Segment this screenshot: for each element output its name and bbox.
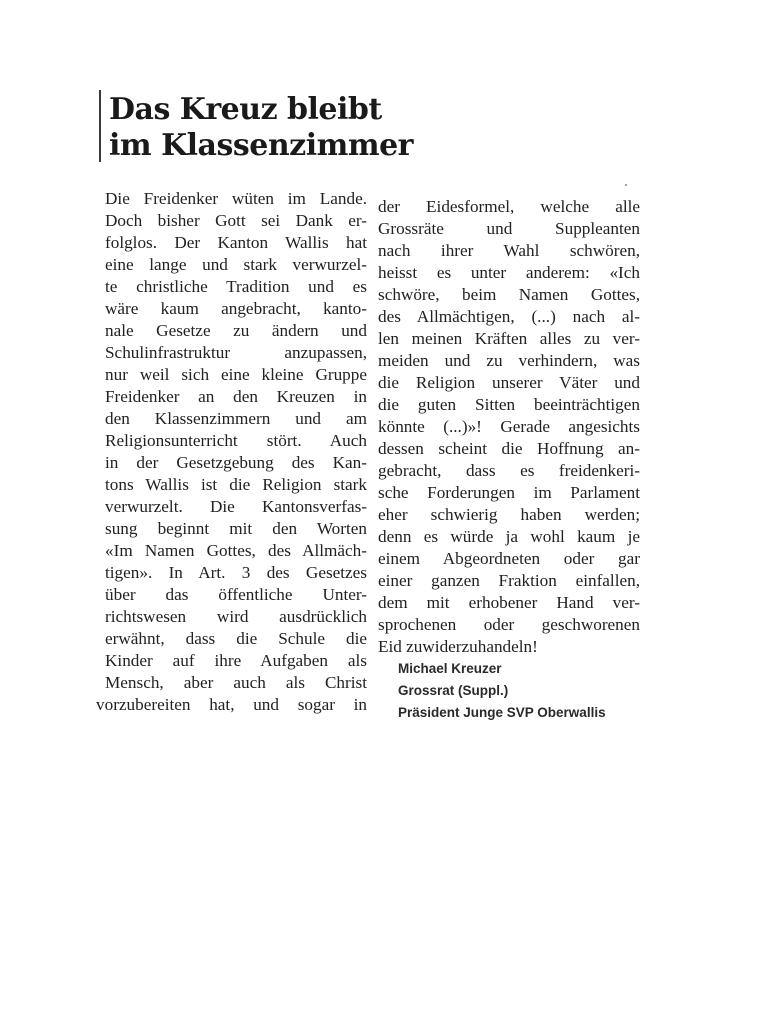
clipping-edge-rule — [99, 90, 101, 162]
text-line: erwähnt, dass die Schule die — [105, 629, 367, 648]
text-line: wäre kaum angebracht, kanto- — [105, 299, 367, 318]
text-line: dem mit erhobener Hand ver- — [378, 593, 640, 612]
text-line: denn es würde ja wohl kaum je — [378, 527, 640, 546]
text-line: tigen». In Art. 3 des Gesetzes — [105, 563, 367, 582]
text-line: eine lange und stark verwurzel- — [105, 255, 367, 274]
text-line: eher schwierig haben werden; — [378, 505, 640, 524]
text-line: Die Freidenker wüten im Lande. — [105, 189, 367, 208]
article-column-left — [96, 188, 367, 716]
text-line: nur weil sich eine kleine Gruppe — [105, 365, 367, 384]
text-line: schwöre, beim Namen Gottes, — [378, 285, 640, 304]
text-line: meiden und zu verhindern, was — [378, 351, 640, 370]
text-line: gebracht, dass es freidenkeri- — [378, 461, 640, 480]
author-title: Präsident Junge SVP Oberwallis — [398, 705, 606, 720]
text-line: sche Forderungen im Parlament — [378, 483, 640, 502]
text-line: folglos. Der Kanton Wallis hat — [105, 233, 367, 252]
text-line: tons Wallis ist die Religion stark — [105, 475, 367, 494]
text-line: in der Gesetzgebung des Kan- — [105, 453, 367, 472]
text-line: die Religion unserer Väter und — [378, 373, 640, 392]
text-line: richtswesen wird ausdrücklich — [105, 607, 367, 626]
text-line: der Eidesformel, welche alle — [378, 197, 640, 216]
text-line: Schulinfrastruktur anzupassen, — [105, 343, 367, 362]
text-line: einer ganzen Fraktion einfallen, — [378, 571, 640, 590]
text-line: nale Gesetze zu ändern und — [105, 321, 367, 340]
text-line: «Im Namen Gottes, des Allmäch- — [105, 541, 367, 560]
text-line: len meinen Kräften alles zu ver- — [378, 329, 640, 348]
text-line: Doch bisher Gott sei Dank er- — [105, 211, 367, 230]
text-line: vorzubereiten hat, und sogar in — [96, 695, 367, 714]
text-line: heisst es unter anderem: «Ich — [378, 263, 640, 282]
text-line: könnte (...)»! Gerade angesichts — [378, 417, 640, 436]
text-line: nach ihrer Wahl schwören, — [378, 241, 640, 260]
text-line: sprochenen oder geschworenen — [378, 615, 640, 634]
text-line: den Klassenzimmern und am — [105, 409, 367, 428]
author-signature — [398, 658, 606, 724]
text-line: sung beginnt mit den Worten — [105, 519, 367, 538]
headline-line: Das Kreuz bleibt — [109, 92, 382, 127]
headline-line: im Klassenzimmer — [109, 128, 413, 163]
text-line: über das öffentliche Unter- — [105, 585, 367, 604]
author-name: Michael Kreuzer — [398, 661, 502, 676]
article-column-right — [378, 196, 640, 658]
text-line: Grossräte und Suppleanten — [378, 219, 640, 238]
text-line: te christliche Tradition und es — [105, 277, 367, 296]
text-line: Religionsunterricht stört. Auch — [105, 431, 367, 450]
text-line: des Allmächtigen, (...) nach al- — [378, 307, 640, 326]
text-line: verwurzelt. Die Kantonsverfas- — [105, 497, 367, 516]
author-role: Grossrat (Suppl.) — [398, 683, 509, 698]
scan-speck — [625, 184, 627, 186]
article-headline — [109, 92, 413, 164]
text-line: Mensch, aber auch als Christ — [105, 673, 367, 692]
text-line: Freidenker an den Kreuzen in — [105, 387, 367, 406]
text-line: Kinder auf ihre Aufgaben als — [105, 651, 367, 670]
text-line: Eid zuwiderzuhandeln! — [378, 637, 538, 656]
text-line: die guten Sitten beeinträchtigen — [378, 395, 640, 414]
text-line: einem Abgeordneten oder gar — [378, 549, 640, 568]
text-line: dessen scheint die Hoffnung an- — [378, 439, 640, 458]
